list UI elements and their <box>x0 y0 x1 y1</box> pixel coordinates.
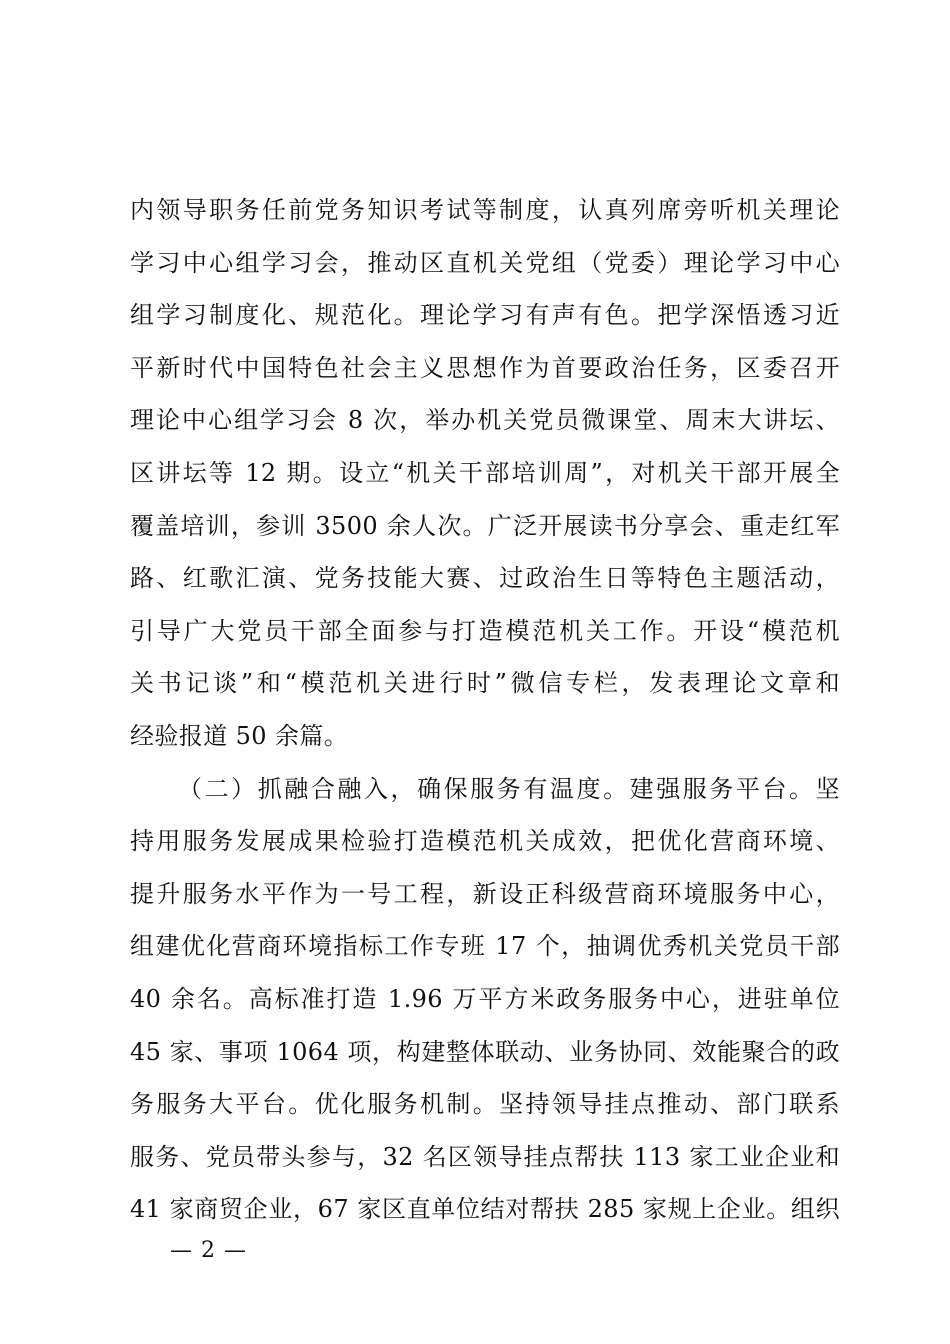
body-line: 路、红歌汇演、党务技能大赛、过政治生日等特色主题活动， <box>130 564 840 593</box>
body-line: 理论中心组学习会 8 次，举办机关党员微课堂、周末大讲坛、 <box>130 406 840 435</box>
body-line: 覆盖培训，参训 3500 余人次。广泛开展读书分享会、重走红军 <box>130 511 840 540</box>
body-line: 关书记谈”和“模范机关进行时”微信专栏，发表理论文章和 <box>130 669 840 698</box>
body-line: 组学习制度化、规范化。理论学习有声有色。把学深悟透习近 <box>130 301 840 330</box>
body-line: 45 家、事项 1064 项，构建整体联动、业务协同、效能聚合的政 <box>130 1037 840 1066</box>
body-line: 平新时代中国特色社会主义思想作为首要政治任务，区委召开 <box>130 353 840 382</box>
body-line: 内领导职务任前党务知识考试等制度，认真列席旁听机关理论 <box>130 196 840 224</box>
section-heading-line: （二）抓融合融入，确保服务有温度。建强服务平台。坚 <box>178 774 840 803</box>
body-line: 组建优化营商环境指标工作专班 17 个，抽调优秀机关党员干部 <box>130 932 840 961</box>
body-line: 服务、党员带头参与，32 名区领导挂点帮扶 113 家工业企业和 <box>130 1142 840 1171</box>
document-body <box>130 184 840 1236</box>
body-line: 引导广大党员干部全面参与打造模范机关工作。开设“模范机 <box>130 616 840 645</box>
body-line: 学习中心组学习会，推动区直机关党组（党委）理论学习中心 <box>130 248 840 277</box>
body-line: 务服务大平台。优化服务机制。坚持领导挂点推动、部门联系 <box>130 1090 840 1119</box>
page-number: — 2 — <box>170 1238 247 1263</box>
body-line: 提升服务水平作为一号工程，新设正科级营商环境服务中心， <box>130 879 840 908</box>
paragraph-end-line: 经验报道 50 余篇。 <box>130 721 349 750</box>
body-line: 40 余名。高标准打造 1.96 万平方米政务服务中心，进驻单位 <box>130 984 840 1013</box>
body-line: 区讲坛等 12 期。设立“机关干部培训周”，对机关干部开展全 <box>130 458 840 487</box>
body-line: 41 家商贸企业，67 家区直单位结对帮扶 285 家规上企业。组织 <box>130 1195 840 1224</box>
body-line: 持用服务发展成果检验打造模范机关成效，把优化营商环境、 <box>130 827 840 856</box>
